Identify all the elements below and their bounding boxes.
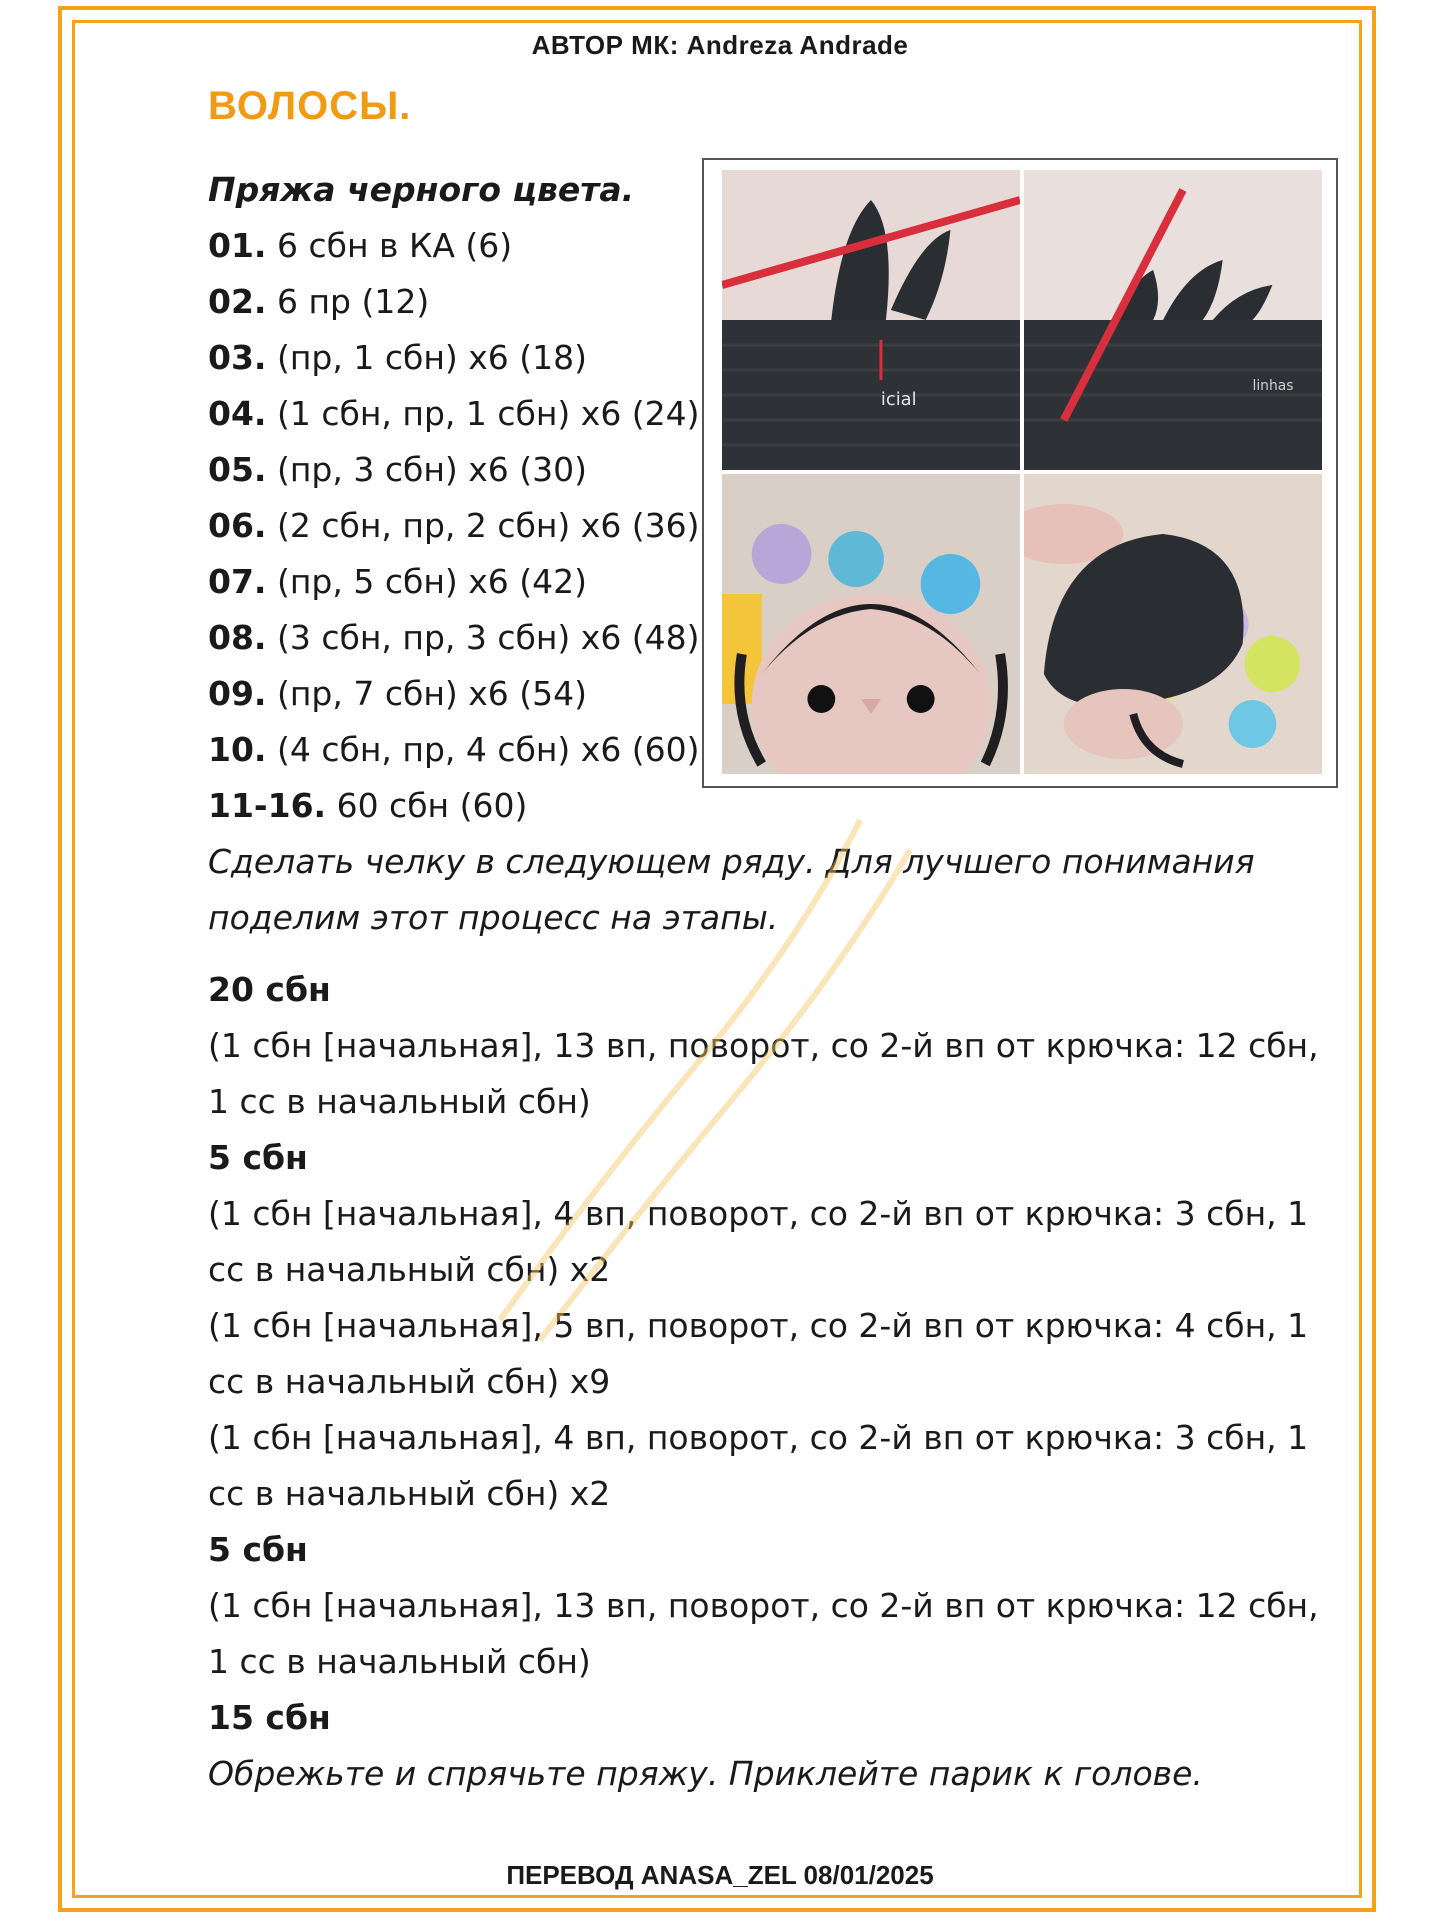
step-instruction: (1 сбн [начальная], 5 вп, поворот, со 2-й вп от крючка: 4 сбн, 1 сс в начальный сбн) х9 <box>208 1306 1309 1401</box>
pattern-row <box>208 498 700 554</box>
step-instruction: (1 сбн [начальная], 4 вп, поворот, со 2-й вп от крючка: 3 сбн, 1 сс в начальный сбн) х2 <box>208 1194 1309 1289</box>
svg-text:icial: icial <box>880 388 917 411</box>
row-instruction: (1 сбн, пр, 1 сбн) х6 (24) <box>266 394 700 433</box>
row-number: 11-16. <box>208 786 327 825</box>
step-instruction: (1 сбн [начальная], 13 вп, поворот, со 2-й вп от крючка: 12 сбн, 1 сс в начальный сбн) <box>208 1586 1319 1681</box>
row-number: 02. <box>208 282 267 321</box>
author-header: АВТОР МК: Andreza Andrade <box>531 30 909 60</box>
photo-crochet-hook-1 <box>722 170 1020 470</box>
bangs-note: Сделать челку в следующем ряду. Для лучшего понимания поделим этот процесс на этапы. <box>208 842 1255 937</box>
pattern-row <box>208 386 700 442</box>
translator-footer: ПЕРЕВОД ANASA_ZEL 08/01/2025 <box>506 1860 934 1890</box>
step-heading: 5 сбн <box>208 1138 308 1177</box>
photo-crochet-hook-2 <box>1024 170 1322 470</box>
row-number: 03. <box>208 338 267 377</box>
svg-text:linhas: linhas <box>1252 377 1294 395</box>
row-instruction: (4 сбн, пр, 4 сбн) х6 (60) <box>266 730 700 769</box>
pattern-row <box>208 218 688 274</box>
pattern-row <box>208 778 688 834</box>
row-number: 05. <box>208 450 267 489</box>
section-title: ВОЛОСЫ. <box>208 84 412 128</box>
row-number: 06. <box>208 506 267 545</box>
row-number: 04. <box>208 394 267 433</box>
photo-doll-front <box>722 474 1020 774</box>
row-instruction: (2 сбн, пр, 2 сбн) х6 (36) <box>266 506 700 545</box>
step-heading: 15 сбн <box>208 1698 331 1737</box>
pattern-row <box>208 330 688 386</box>
photo-doll-side <box>1024 474 1322 774</box>
row-instruction: (3 сбн, пр, 3 сбн) х6 (48) <box>266 618 700 657</box>
row-instruction: (пр, 7 сбн) х6 (54) <box>266 674 588 713</box>
step-heading: 5 сбн <box>208 1530 308 1569</box>
pattern-row <box>208 722 700 778</box>
step-instruction: (1 сбн [начальная], 13 вп, поворот, со 2-й вп от крючка: 12 сбн, 1 сс в начальный сбн) <box>208 1026 1319 1121</box>
finish-note: Обрежьте и спрячьте пряжу. Приклейте парик к голове. <box>208 1754 1203 1793</box>
row-instruction: (пр, 1 сбн) х6 (18) <box>266 338 588 377</box>
row-number: 10. <box>208 730 267 769</box>
pattern-row <box>208 442 688 498</box>
row-number: 08. <box>208 618 267 657</box>
step-heading: 20 сбн <box>208 970 331 1009</box>
row-number: 07. <box>208 562 267 601</box>
row-instruction: 6 сбн в КА (6) <box>266 226 513 265</box>
yarn-subtitle: Пряжа черного цвета. <box>208 170 635 209</box>
steps-list <box>208 962 1338 1746</box>
step-photos <box>702 158 1338 788</box>
pattern-row <box>208 610 700 666</box>
pattern-row <box>208 554 688 610</box>
row-instruction: 6 пр (12) <box>266 282 430 321</box>
pattern-row <box>208 666 688 722</box>
pattern-row <box>208 274 688 330</box>
row-number: 01. <box>208 226 267 265</box>
step-instruction: (1 сбн [начальная], 4 вп, поворот, со 2-й вп от крючка: 3 сбн, 1 сс в начальный сбн) х2 <box>208 1418 1309 1513</box>
row-number: 09. <box>208 674 267 713</box>
row-instruction: (пр, 5 сбн) х6 (42) <box>266 562 588 601</box>
row-instruction: 60 сбн (60) <box>326 786 528 825</box>
row-instruction: (пр, 3 сбн) х6 (30) <box>266 450 588 489</box>
